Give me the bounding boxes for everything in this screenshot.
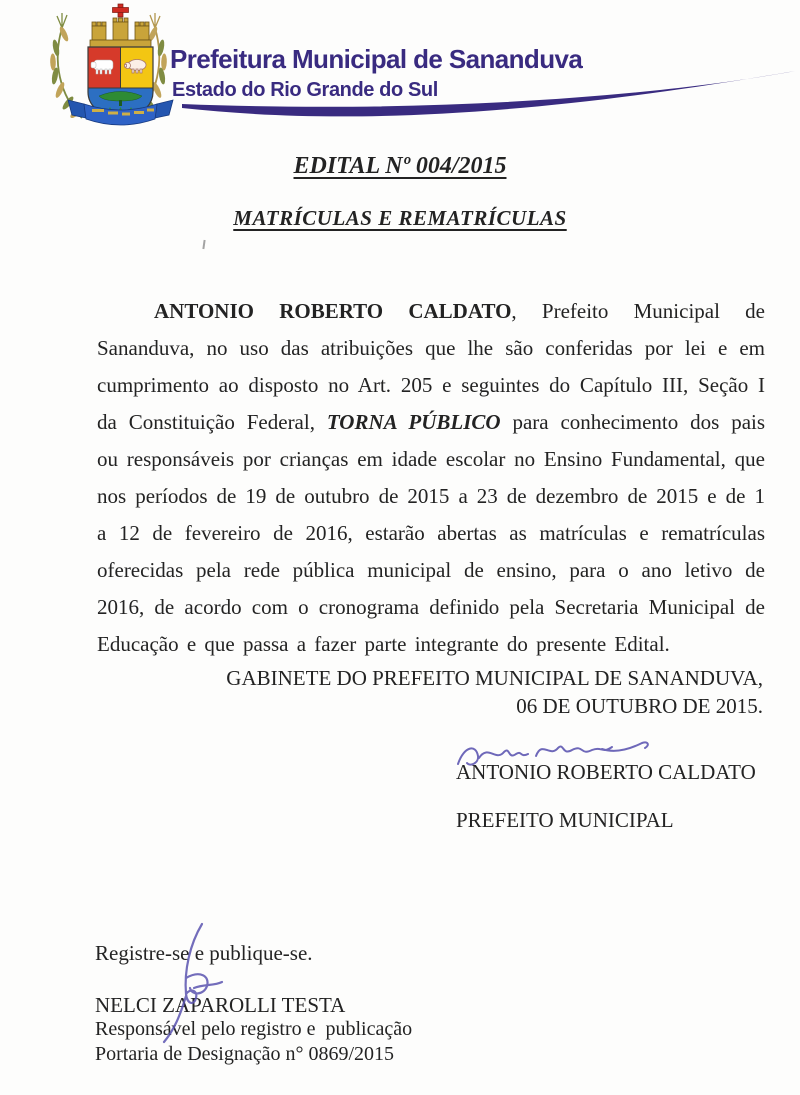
signer-title: PREFEITO MUNICIPAL [456,808,674,832]
body-segment-name: ANTONIO ROBERTO CALDATO [154,299,512,323]
registrar-signature-ink [150,918,240,1050]
scan-artifact [202,240,205,249]
place-date-line2: 06 DE OUTUBRO DE 2015. [516,694,763,718]
registration-instruction: Registre-se e publique-se. [95,941,313,965]
registrar-role: Responsável pelo registro e publicação [95,1018,413,1040]
mayor-signature-ink [452,732,662,774]
body-segment-3: para conhecimento dos pais ou responsáveis por crianças em idade escolar no Ensino Fundamental, que nos períodos de 19 de outubro de 2015 a 23 de dezembro de 2015 e de 1 a 12 de fevereiro de 2016, estarão abertas as matrículas e rematrículas oferecidas pela rede pública municipal de ensino, para o ano letivo de 2016, de acordo com o cronograma definido pela Secretaria Municipal de Educação e que passa a fazer parte integrante do presente Edital. [97,410,766,656]
edital-body-paragraph [97,293,765,663]
crown-icon [90,4,151,47]
org-subtitle: Estado do Rio Grande do Sul [172,79,438,101]
place-date [97,664,763,720]
coat-of-arms-icon [42,2,175,135]
edital-subtitle-text: MATRÍCULAS E REMATRÍCULAS [233,206,567,230]
edital-subtitle [0,206,800,231]
org-name: Prefeitura Municipal de Sananduva [170,44,583,74]
body-segment-1: , Prefeito Municipal de Sananduva, no uso das atribuições que lhe são conferidas por lei e em cumprimento ao disposto no Art. 205 e seguintes do Capítulo III, Seção I da Constituição Federal, [97,299,765,434]
registrar-ordinance: Portaria de Designação n° 0869/2015 [95,1043,395,1065]
edital-title-text: EDITAL Nº 004/2015 [293,153,507,179]
signer-name: ANTONIO ROBERTO CALDATO [456,760,756,784]
body-segment-torna-publico: TORNA PÚBLICO [326,410,501,434]
edital-title [0,153,800,180]
place-date-line1: GABINETE DO PREFEITO MUNICIPAL DE SANANDUVA, [226,666,763,690]
swoosh-underline-icon [180,68,798,123]
registrar-name: NELCI ZAPAROLLI TESTA [95,993,346,1017]
